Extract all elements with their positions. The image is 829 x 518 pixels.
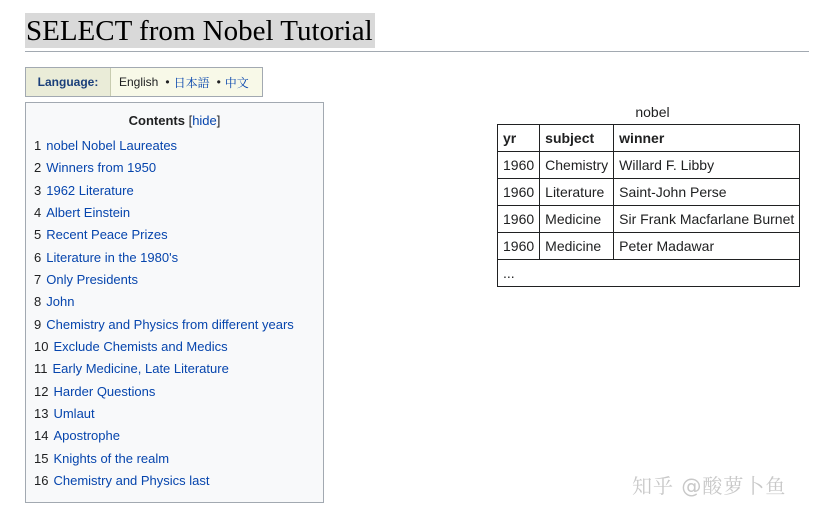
toc-item[interactable] <box>34 316 294 338</box>
watermark: 知乎 @酸萝卜鱼 <box>632 474 787 498</box>
table-cell: Sir Frank Macfarlane Burnet <box>614 206 800 233</box>
table-row <box>498 206 800 233</box>
table-row <box>498 179 800 206</box>
language-current: English <box>119 75 159 89</box>
table-row <box>498 233 800 260</box>
table-cell: Medicine <box>540 206 614 233</box>
toc-item-link[interactable]: Recent Peace Prizes <box>46 227 168 243</box>
table-cell: Willard F. Libby <box>614 152 800 179</box>
toc-item[interactable] <box>34 226 294 248</box>
table-caption: nobel <box>635 104 670 120</box>
language-selector <box>25 67 263 97</box>
toc-item-number: 11 <box>34 361 48 377</box>
toc-item-link[interactable]: nobel Nobel Laureates <box>46 138 178 153</box>
toc-item-link[interactable]: Albert Einstein <box>46 204 131 220</box>
page-title: SELECT from Nobel Tutorial <box>26 15 373 47</box>
column-header-subject: subject <box>540 125 614 152</box>
toc-item-link[interactable]: Apostrophe <box>53 428 120 444</box>
toc-hide-link[interactable]: hide <box>192 113 217 128</box>
language-separator: • <box>165 75 170 89</box>
toc-item[interactable] <box>34 159 294 181</box>
toc-item-number: 6 <box>34 249 42 265</box>
toc-item-number: 9 <box>34 316 42 332</box>
toc-item-number: 15 <box>34 450 49 466</box>
table-cell: 1960 <box>498 179 540 206</box>
column-header-yr: yr <box>498 125 540 152</box>
toc-item-link[interactable]: Exclude Chemists and Medics <box>53 338 228 354</box>
table-cell: Saint-John Perse <box>614 179 800 206</box>
toc-item-link[interactable]: Early Medicine, Late Literature <box>52 361 229 377</box>
toc-title: Contents <box>128 113 185 128</box>
toc-item[interactable] <box>34 271 294 293</box>
toc-item-number: 8 <box>34 294 42 310</box>
toc-item[interactable] <box>34 293 294 315</box>
toc-item-number: 5 <box>34 227 42 243</box>
toc-item-number: 13 <box>34 405 49 421</box>
language-separator: • <box>216 75 221 89</box>
toc-item-link[interactable]: John <box>46 294 75 310</box>
table-header-row <box>498 125 800 152</box>
language-option-japanese[interactable]: 日本語 <box>173 75 210 90</box>
table-row <box>498 152 800 179</box>
toc-item-link[interactable]: Knights of the realm <box>53 450 170 466</box>
table-of-contents <box>25 102 324 503</box>
toc-item[interactable] <box>34 182 294 204</box>
table-cell: 1960 <box>498 206 540 233</box>
toc-item[interactable] <box>34 137 294 159</box>
toc-item-number: 12 <box>34 383 49 399</box>
toc-item-link[interactable]: Winners from 1950 <box>46 160 157 176</box>
table-cell: Literature <box>540 179 614 206</box>
toc-item[interactable] <box>34 338 294 360</box>
table-cell: 1960 <box>498 152 540 179</box>
table-cell: 1960 <box>498 233 540 260</box>
page-title-bar <box>25 13 809 52</box>
language-label: Language: <box>26 68 111 96</box>
toc-item[interactable] <box>34 427 294 449</box>
nobel-table <box>497 124 800 287</box>
toc-header: Contents [hide] <box>128 113 221 128</box>
toc-list <box>34 137 294 494</box>
toc-item-link[interactable]: Umlaut <box>53 405 95 421</box>
toc-item[interactable] <box>34 405 294 427</box>
toc-item-link[interactable]: Chemistry and Physics last <box>53 472 210 488</box>
toc-item[interactable] <box>34 383 294 405</box>
toc-item-number: 7 <box>34 271 42 287</box>
toc-item-number: 16 <box>34 472 49 488</box>
toc-item[interactable] <box>34 450 294 472</box>
toc-item[interactable] <box>34 360 294 382</box>
language-list <box>111 68 249 96</box>
toc-item-number: 14 <box>34 428 49 444</box>
table-cell: Chemistry <box>540 152 614 179</box>
toc-item-number: 1 <box>34 138 42 153</box>
toc-item-link[interactable]: Chemistry and Physics from different years <box>46 316 294 332</box>
toc-item[interactable] <box>34 204 294 226</box>
column-header-winner: winner <box>614 125 800 152</box>
language-option-chinese[interactable]: 中文 <box>224 75 249 90</box>
toc-item-link[interactable]: Literature in the 1980's <box>46 249 179 265</box>
toc-item-number: 3 <box>34 182 42 198</box>
toc-item-number: 2 <box>34 160 42 176</box>
table-row-more <box>498 260 800 287</box>
table-cell: Medicine <box>540 233 614 260</box>
toc-item-link[interactable]: 1962 Literature <box>46 182 134 198</box>
toc-item-number: 4 <box>34 204 42 220</box>
toc-item-link[interactable]: Only Presidents <box>46 271 138 287</box>
table-more-cell: ... <box>498 260 800 287</box>
toc-item-number: 10 <box>34 338 49 354</box>
toc-item[interactable] <box>34 249 294 271</box>
table-cell: Peter Madawar <box>614 233 800 260</box>
toc-item-link[interactable]: Harder Questions <box>53 383 156 399</box>
toc-item[interactable] <box>34 472 294 494</box>
